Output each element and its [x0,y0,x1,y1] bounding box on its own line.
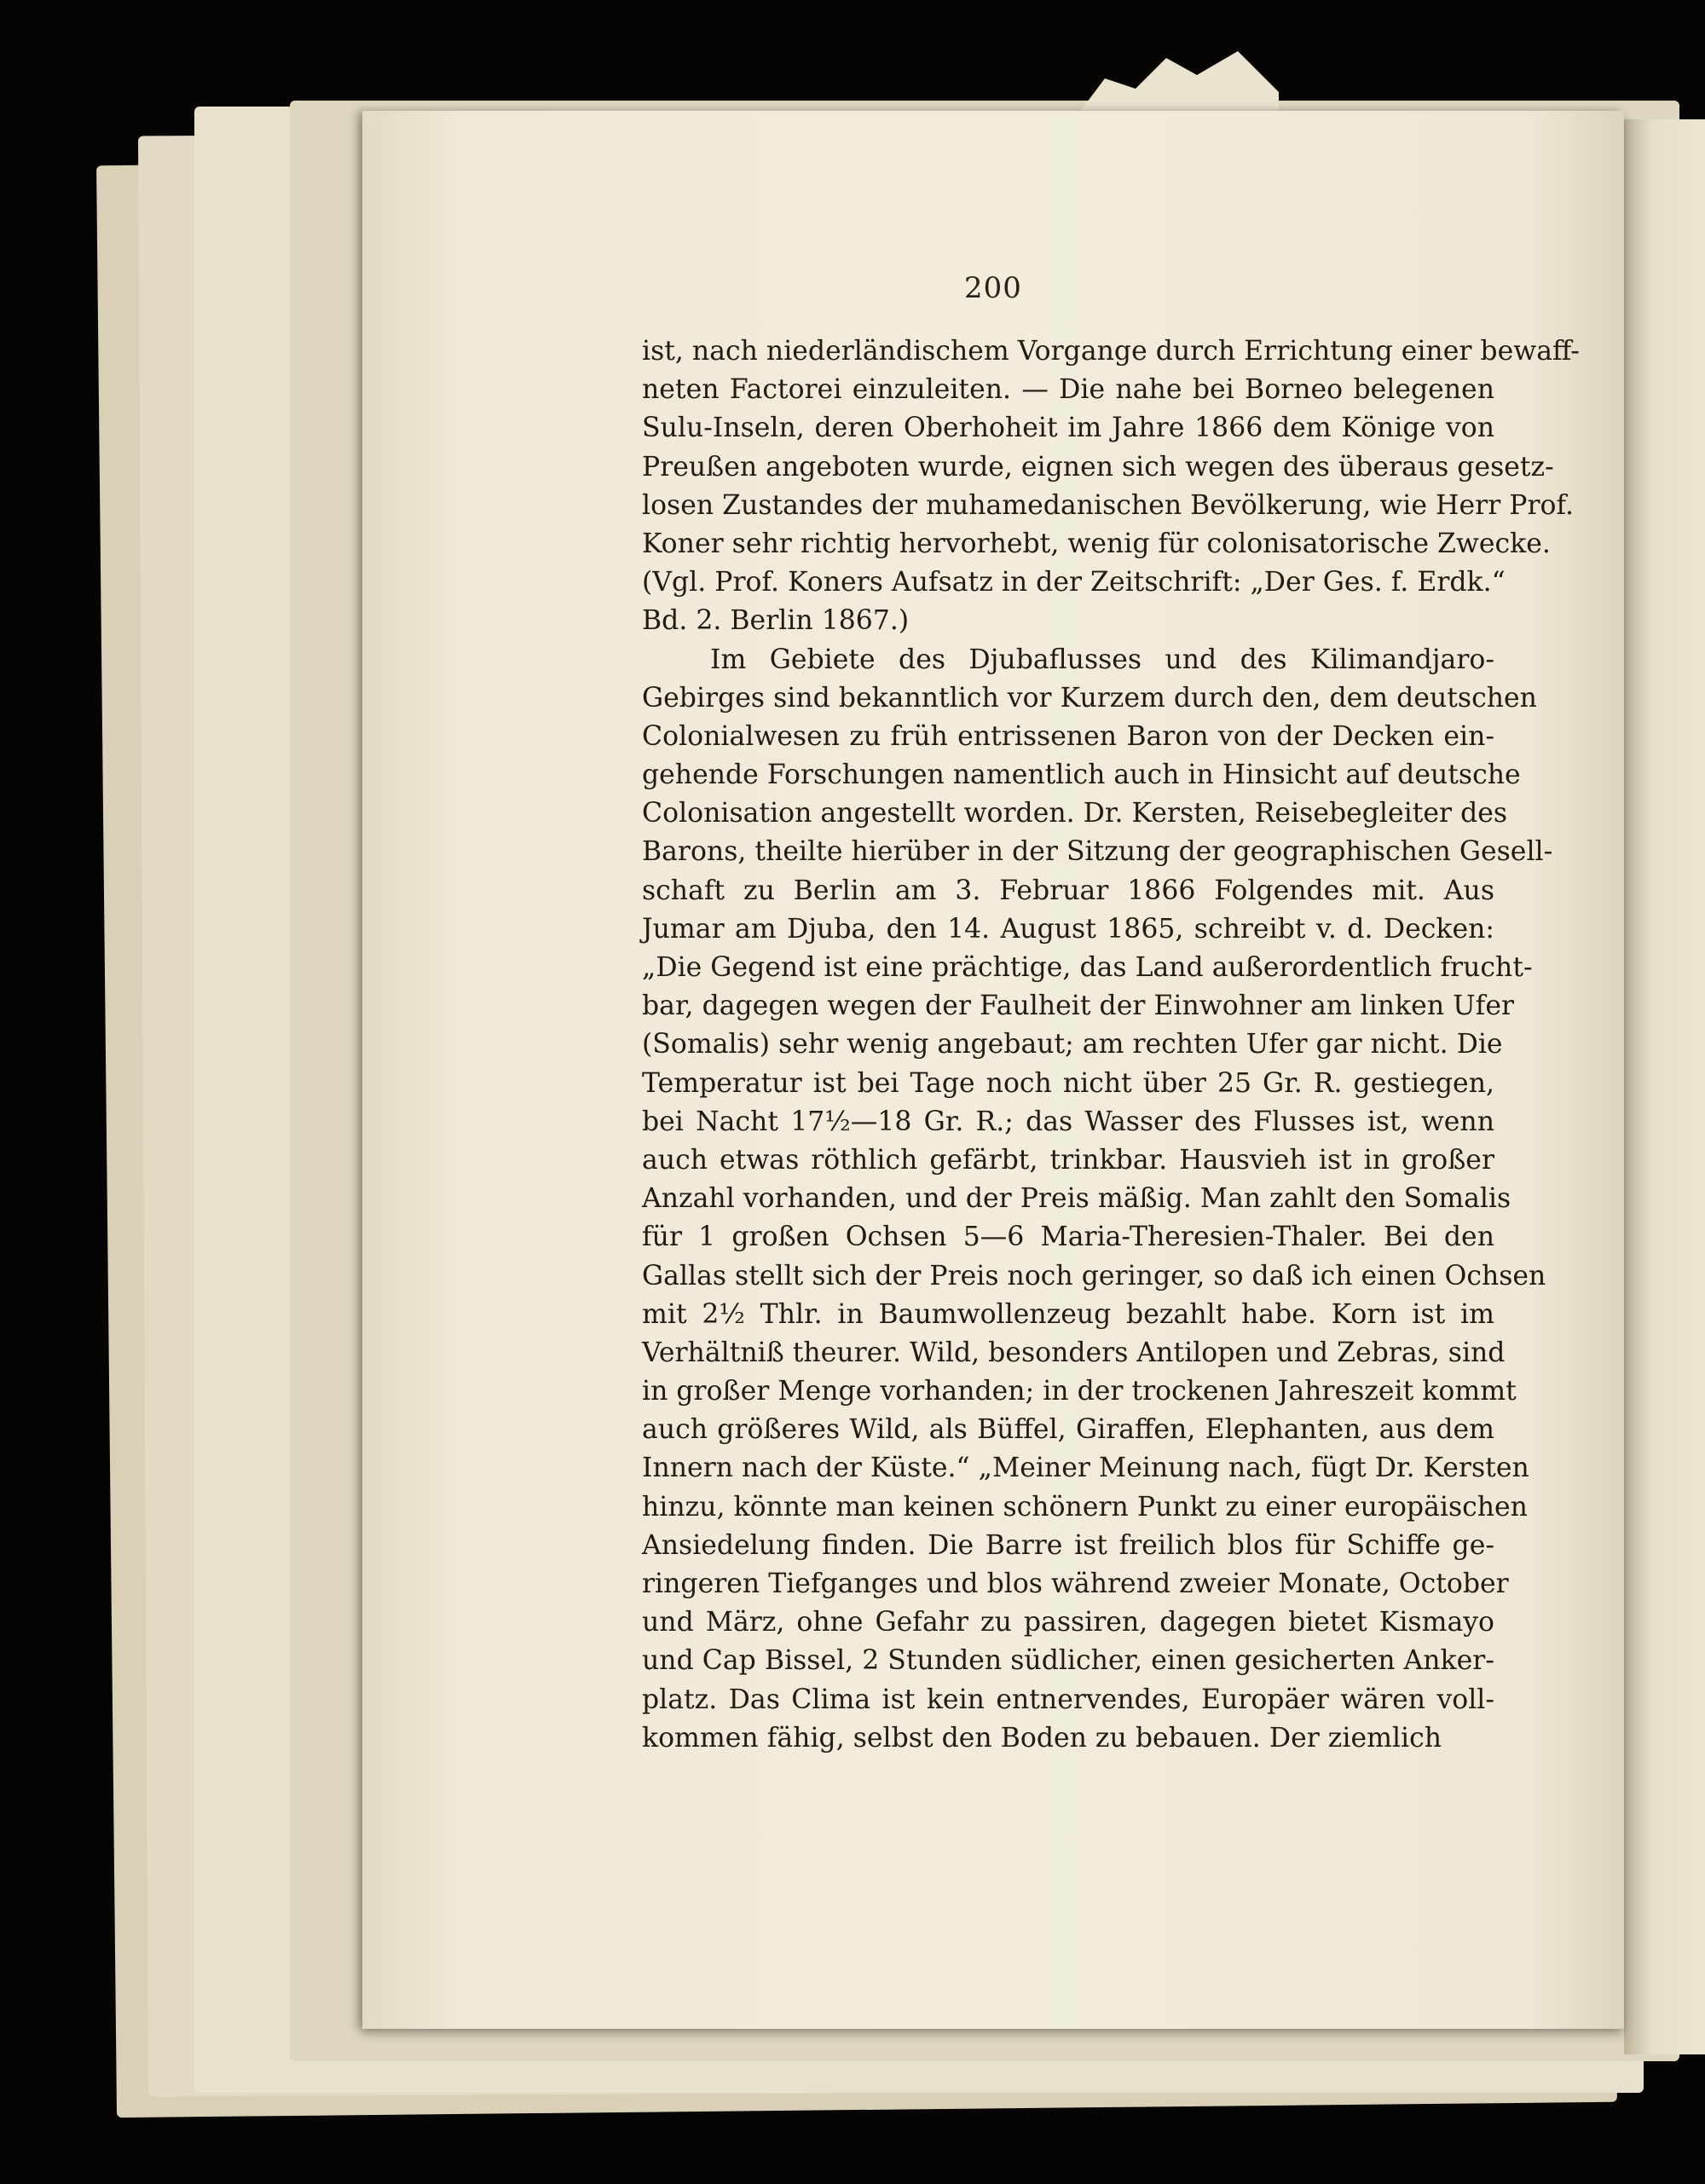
text-line: Bd. 2. Berlin 1867.) [642,605,910,637]
text-line: und März, ohne Gefahr zu passiren, dagegen bietet Kismayo [642,1607,1494,1638]
text-line: mit 2½ Thlr. in Baumwollenzeug bezahlt habe. Korn ist im [642,1298,1494,1330]
text-line: Jumar am Djuba, den 14. August 1865, schreibt v. d. Decken: [642,913,1494,945]
text-line: (Somalis) sehr wenig angebaut; am rechten Ufer gar nicht. Die [642,1029,1503,1060]
torn-paper-edge [1074,51,1279,119]
page-number: 200 [964,271,1022,305]
text-line: kommen fähig, selbst den Boden zu bebauen. Der ziemlich [642,1722,1442,1754]
text-line: Ansiedelung finden. Die Barre ist freilich blos für Schiffe ge- [642,1529,1494,1561]
text-line: Preußen angeboten wurde, eignen sich wegen des überaus gesetz- [642,451,1554,482]
text-line: Verhältniß theurer. Wild, besonders Antilopen und Zebras, sind [642,1337,1506,1368]
text-line: gehende Forschungen namentlich auch in Hinsicht auf deutsche [642,760,1521,791]
text-line: „Die Gegend ist eine prächtige, das Land außerordentlich frucht- [642,952,1533,983]
text-line: auch etwas röthlich gefärbt, trinkbar. Hausvieh ist in großer [642,1144,1494,1176]
text-line: auch größeres Wild, als Büffel, Giraffen, Elephanten, aus dem [642,1414,1494,1446]
body-text [642,332,1580,1758]
facing-page-edge [1624,119,1705,2054]
text-line: Sulu-Inseln, deren Oberhoheit im Jahre 1866 dem Könige von [642,413,1494,444]
text-line: bar, dagegen wegen der Faulheit der Einwohner am linken Ufer [642,991,1515,1022]
text-line: Anzahl vorhanden, und der Preis mäßig. Man zahlt den Somalis [642,1183,1511,1215]
text-line: ringeren Tiefganges und blos während zweier Monate, October [642,1569,1509,1599]
text-line: (Vgl. Prof. Koners Aufsatz in der Zeitschrift: „Der Ges. f. Erdk.“ [642,567,1506,598]
text-line: Gallas stellt sich der Preis noch geringer, so daß ich einen Ochsen [642,1260,1546,1291]
text-line: für 1 großen Ochsen 5—6 Maria-Theresien-Thaler. Bei den [642,1222,1494,1253]
text-line: Innern nach der Küste.“ „Meiner Meinung nach, fügt Dr. Kersten [642,1453,1529,1484]
text-line: Temperatur ist bei Tage noch nicht über 25 Gr. R. gestiegen, [642,1067,1494,1099]
text-line: schaft zu Berlin am 3. Februar 1866 Folgendes mit. Aus [642,875,1494,906]
text-line: Im Gebiete des Djubaflusses und des Kilimandjaro- [710,644,1494,675]
text-line: bei Nacht 17½—18 Gr. R.; das Wasser des Flusses ist, wenn [642,1106,1494,1137]
text-line: Koner sehr richtig hervorhebt, wenig für colonisatorische Zwecke. [642,528,1551,559]
text-line: Colonisation angestellt worden. Dr. Kersten, Reisebegleiter des [642,798,1508,829]
text-line: losen Zustandes der muhamedanischen Bevölkerung, wie Herr Prof. [642,489,1575,521]
text-line: neten Factorei einzuleiten. — Die nahe bei Borneo belegenen [642,374,1494,406]
book-page [362,111,1624,2029]
text-line: Barons, theilte hierüber in der Sitzung der geographischen Gesell- [642,836,1553,868]
text-line: in großer Menge vorhanden; in der trockenen Jahreszeit kommt [642,1376,1517,1407]
text-line: ist, nach niederländischem Vorgange durch Errichtung einer bewaff- [642,336,1580,367]
text-line: Gebirges sind bekanntlich vor Kurzem durch den, dem deutschen [642,682,1537,714]
text-line: Colonialwesen zu früh entrissenen Baron von der Decken ein- [642,720,1494,752]
text-line: platz. Das Clima ist kein entnervendes, Europäer wären voll- [642,1684,1494,1715]
text-line: hinzu, könnte man keinen schönern Punkt zu einer europäischen [642,1491,1528,1522]
text-line: und Cap Bissel, 2 Stunden südlicher, einen gesicherten Anker- [642,1645,1494,1677]
